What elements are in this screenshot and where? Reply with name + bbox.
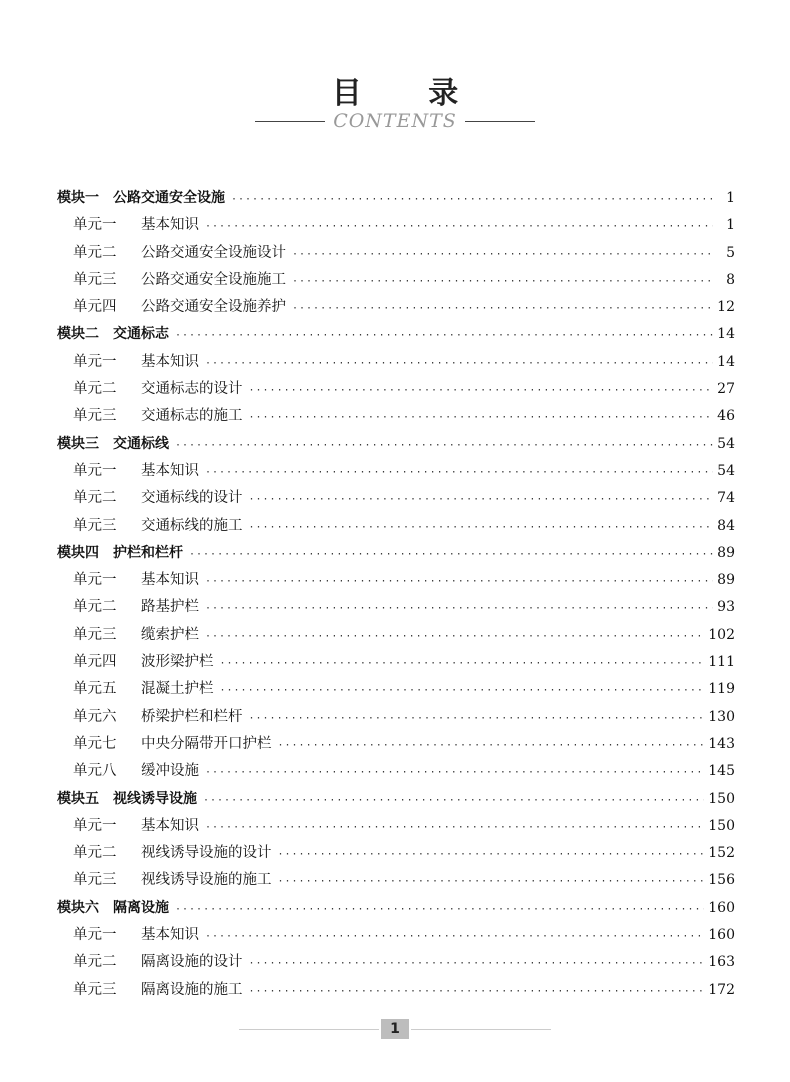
toc-entry-page: 54 [717, 435, 735, 452]
toc-unit-entry[interactable] [57, 704, 735, 731]
toc-entry-page: 1 [726, 190, 735, 206]
toc-entry-page: 46 [717, 408, 735, 425]
toc-dot-leader [249, 978, 705, 1005]
toc-unit-entry[interactable] [57, 212, 735, 239]
toc-dot-leader [205, 814, 704, 841]
toc-module-entry[interactable] [57, 786, 735, 813]
toc-entry-number: 模块三 [57, 435, 99, 452]
subtitle-row [0, 108, 790, 134]
toc-entry-page: 150 [708, 817, 735, 834]
toc-entry-page: 93 [717, 599, 735, 616]
toc-entry-number: 单元六 [73, 708, 117, 725]
toc-entry-number: 单元三 [73, 408, 117, 425]
toc-entry-title: 视线诱导设施的施工 [141, 872, 272, 889]
toc-entry-title: 公路交通安全设施设计 [141, 244, 286, 261]
toc-entry-page: 54 [717, 462, 735, 479]
toc-entry-title: 基本知识 [141, 217, 199, 234]
toc-entry-title: 公路交通安全设施施工 [141, 271, 286, 288]
toc-entry-page: 111 [708, 654, 735, 671]
toc-unit-entry[interactable] [57, 458, 735, 485]
toc-entry-number: 单元一 [73, 927, 117, 944]
toc-entry-page: 12 [717, 299, 735, 316]
toc-entry-title: 路基护栏 [141, 599, 199, 616]
toc-unit-entry[interactable] [57, 594, 735, 621]
toc-entry-page: 163 [708, 954, 735, 971]
toc-module-entry[interactable] [57, 321, 735, 348]
toc-entry-title: 中央分隔带开口护栏 [141, 735, 272, 752]
toc-entry-title: 交通标线的设计 [141, 490, 243, 507]
toc-entry-page: 27 [717, 381, 735, 398]
toc-dot-leader [249, 486, 714, 513]
toc-dot-leader [278, 732, 705, 759]
toc-unit-entry[interactable] [57, 513, 735, 540]
toc-unit-entry[interactable] [57, 813, 735, 840]
toc-dot-leader [175, 322, 713, 349]
toc-module-entry[interactable] [57, 185, 735, 212]
toc-entry-page: 160 [708, 899, 735, 916]
toc-entry-page: 143 [708, 735, 735, 752]
toc-entry-page: 1 [726, 217, 735, 234]
toc-entry-page: 102 [708, 626, 735, 643]
toc-dot-leader [278, 841, 705, 868]
toc-entry-title: 基本知识 [141, 353, 199, 370]
toc-entry-page: 8 [726, 271, 735, 288]
toc-dot-leader [175, 432, 713, 459]
toc-entry-page: 84 [717, 517, 735, 534]
toc-entry-number: 单元一 [73, 462, 117, 479]
toc-entry-page: 160 [708, 927, 735, 944]
toc-unit-entry[interactable] [57, 376, 735, 403]
toc-entry-page: 130 [708, 708, 735, 725]
toc-dot-leader [205, 568, 713, 595]
toc-dot-leader [205, 350, 713, 377]
toc-module-entry[interactable] [57, 431, 735, 458]
toc-entry-number: 单元四 [73, 654, 117, 671]
toc-unit-entry[interactable] [57, 567, 735, 594]
toc-entry-title: 基本知识 [141, 572, 199, 589]
toc-dot-leader [189, 541, 713, 568]
toc-dot-leader [205, 623, 704, 650]
toc-entry-number: 单元二 [73, 845, 117, 862]
toc-entry-page: 152 [708, 845, 735, 862]
toc-entry-title: 交通标线 [113, 435, 169, 452]
toc-entry-title: 隔离设施 [113, 899, 169, 916]
toc-entry-number: 单元二 [73, 599, 117, 616]
toc-entry-number: 单元二 [73, 381, 117, 398]
toc-unit-entry[interactable] [57, 294, 735, 321]
toc-entry-number: 单元四 [73, 299, 117, 316]
toc-entry-page: 74 [717, 490, 735, 507]
toc-unit-entry[interactable] [57, 758, 735, 785]
toc-entry-title: 交通标志的施工 [141, 408, 243, 425]
divider-left [255, 121, 325, 122]
toc-dot-leader [278, 868, 705, 895]
toc-entry-title: 混凝土护栏 [141, 681, 214, 698]
toc-dot-leader [249, 514, 714, 541]
page-footer [0, 1018, 790, 1040]
toc-entry-page: 119 [708, 681, 735, 698]
toc-unit-entry[interactable] [57, 922, 735, 949]
toc-entry-title: 缓冲设施 [141, 763, 199, 780]
toc-entry-number: 模块四 [57, 544, 99, 561]
toc-entry-number: 模块六 [57, 899, 99, 916]
toc-dot-leader [203, 787, 704, 814]
page-title: 目 录 [331, 76, 487, 111]
toc-dot-leader [292, 268, 713, 295]
toc-entry-title: 交通标志 [113, 326, 169, 343]
toc-entry-title: 波形梁护栏 [141, 654, 214, 671]
toc-dot-leader [249, 377, 714, 404]
divider-right [465, 121, 535, 122]
page-subtitle: CONTENTS [333, 110, 457, 132]
toc-unit-entry[interactable] [57, 403, 735, 430]
toc-entry-title: 交通标线的施工 [141, 517, 243, 534]
toc-entry-title: 隔离设施的施工 [141, 981, 243, 998]
toc-unit-entry[interactable] [57, 240, 735, 267]
toc-dot-leader [205, 459, 713, 486]
toc-entry-number: 单元一 [73, 353, 117, 370]
toc-unit-entry[interactable] [57, 267, 735, 294]
table-of-contents [57, 185, 735, 1004]
toc-dot-leader [249, 950, 705, 977]
toc-entry-page: 150 [708, 790, 735, 807]
toc-entry-title: 基本知识 [141, 462, 199, 479]
toc-entry-title: 缆索护栏 [141, 626, 199, 643]
toc-entry-page: 89 [717, 572, 735, 589]
toc-dot-leader [249, 705, 705, 732]
toc-entry-page: 145 [708, 763, 735, 780]
footer-rule-right [411, 1029, 551, 1030]
toc-entry-number: 模块一 [57, 190, 99, 206]
toc-entry-title: 桥梁护栏和栏杆 [141, 708, 243, 725]
toc-entry-title: 基本知识 [141, 927, 199, 944]
toc-entry-title: 视线诱导设施的设计 [141, 845, 272, 862]
toc-entry-title: 交通标志的设计 [141, 381, 243, 398]
toc-entry-number: 单元七 [73, 735, 117, 752]
toc-entry-title: 公路交通安全设施 [113, 190, 225, 206]
toc-dot-leader [175, 896, 704, 923]
toc-unit-entry[interactable] [57, 867, 735, 894]
toc-entry-number: 单元三 [73, 872, 117, 889]
toc-dot-leader [205, 213, 713, 240]
toc-entry-number: 单元一 [73, 817, 117, 834]
toc-dot-leader [205, 923, 704, 950]
toc-entry-number: 单元二 [73, 954, 117, 971]
toc-entry-number: 单元一 [73, 217, 117, 234]
toc-entry-number: 单元三 [73, 517, 117, 534]
toc-dot-leader [292, 295, 713, 322]
toc-entry-number: 单元二 [73, 244, 117, 261]
toc-entry-title: 隔离设施的设计 [141, 954, 243, 971]
toc-entry-title: 基本知识 [141, 817, 199, 834]
toc-entry-number: 单元三 [73, 271, 117, 288]
toc-unit-entry[interactable] [57, 949, 735, 976]
toc-dot-leader [231, 186, 713, 213]
toc-dot-leader [205, 759, 704, 786]
toc-dot-leader [292, 241, 713, 268]
toc-unit-entry[interactable] [57, 649, 735, 676]
toc-unit-entry[interactable] [57, 676, 735, 703]
toc-module-entry[interactable] [57, 540, 735, 567]
footer-rule-left [239, 1029, 379, 1030]
toc-entry-page: 5 [726, 244, 735, 261]
toc-entry-number: 单元一 [73, 572, 117, 589]
toc-dot-leader [205, 595, 713, 622]
toc-entry-title: 护栏和栏杆 [113, 544, 183, 561]
page-number: 1 [381, 1019, 409, 1039]
toc-entry-page: 14 [717, 353, 735, 370]
toc-module-entry[interactable] [57, 895, 735, 922]
toc-entry-number: 单元三 [73, 981, 117, 998]
toc-entry-page: 14 [717, 326, 735, 343]
toc-entry-number: 单元三 [73, 626, 117, 643]
toc-entry-title: 视线诱导设施 [113, 790, 197, 807]
toc-unit-entry[interactable] [57, 485, 735, 512]
toc-unit-entry[interactable] [57, 977, 735, 1004]
toc-entry-number: 单元五 [73, 681, 117, 698]
toc-entry-page: 89 [717, 544, 735, 561]
toc-unit-entry[interactable] [57, 840, 735, 867]
toc-entry-number: 模块五 [57, 790, 99, 807]
toc-entry-number: 单元二 [73, 490, 117, 507]
toc-dot-leader [220, 650, 705, 677]
toc-entry-page: 156 [708, 872, 735, 889]
toc-unit-entry[interactable] [57, 622, 735, 649]
toc-entry-number: 模块二 [57, 326, 99, 343]
toc-unit-entry[interactable] [57, 349, 735, 376]
toc-entry-page: 172 [708, 981, 735, 998]
toc-entry-number: 单元八 [73, 763, 117, 780]
toc-dot-leader [220, 677, 705, 704]
toc-entry-title: 公路交通安全设施养护 [141, 299, 286, 316]
toc-dot-leader [249, 404, 714, 431]
toc-unit-entry[interactable] [57, 731, 735, 758]
